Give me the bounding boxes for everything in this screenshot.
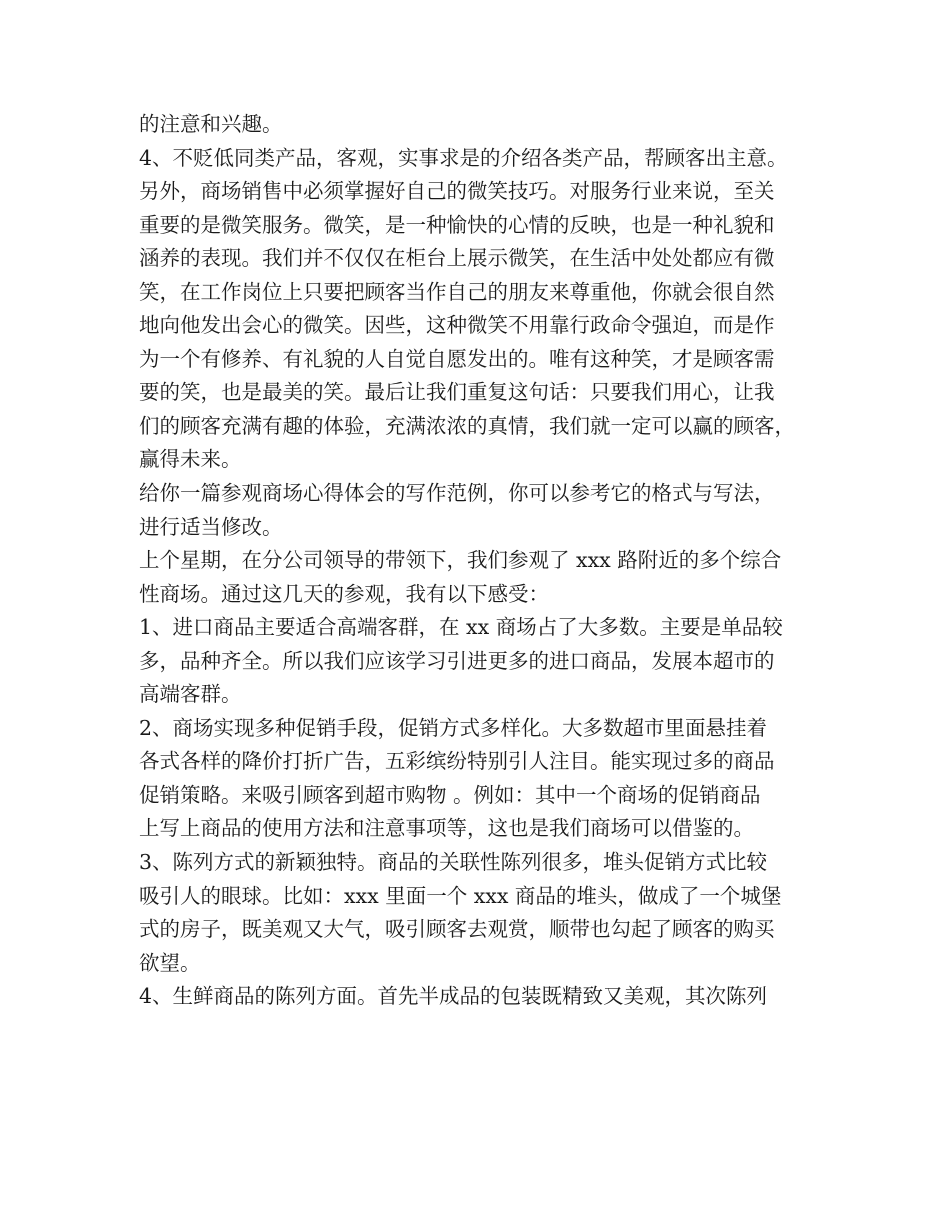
text-line: 为一个有修养、有礼貌的人自觉自愿发出的。唯有这种笑，才是顾客需 xyxy=(139,346,775,371)
text-line: 重要的是微笑服务。微笑，是一种愉快的心情的反映，也是一种礼貌和 xyxy=(139,212,775,237)
text-line: 上个星期，在分公司领导的带领下，我们参观了 xxx 路附近的多个综合 xyxy=(139,548,782,573)
text-line: 欲望。 xyxy=(139,950,201,975)
text-line: 式的房子，既美观又大气，吸引顾客去观赏，顺带也勾起了顾客的购买 xyxy=(139,917,775,942)
text-line: 促销策略。来吸引顾客到超市购物 。例如：其中一个商场的促销商品 xyxy=(139,782,761,807)
text-line: 高端客群。 xyxy=(139,682,242,707)
body-text xyxy=(139,108,829,1014)
text-line: 2、商场实现多种促销手段，促销方式多样化。大多数超市里面悬挂着 xyxy=(139,715,768,740)
text-line: 涵养的表现。我们并不仅仅在柜台上展示微笑，在生活中处处都应有微 xyxy=(139,246,775,271)
text-line: 赢得未来。 xyxy=(139,447,242,472)
text-line: 上写上商品的使用方法和注意事项等，这也是我们商场可以借鉴的。 xyxy=(139,816,754,841)
text-line: 吸引人的眼球。比如：xxx 里面一个 xxx 商品的堆头，做成了一个城堡 xyxy=(139,883,782,908)
text-line: 们的顾客充满有趣的体验，充满浓浓的真情，我们就一定可以赢的顾客， xyxy=(139,413,795,438)
text-line: 各式各样的降价打折广告，五彩缤纷特别引人注目。能实现过多的商品 xyxy=(139,749,775,774)
text-line: 4、不贬低同类产品，客观，实事求是的介绍各类产品，帮顾客出主意。 xyxy=(139,145,788,170)
text-line: 进行适当修改。 xyxy=(139,514,283,539)
text-line: 3、陈列方式的新颖独特。商品的关联性陈列很多，堆头促销方式比较 xyxy=(139,850,768,875)
text-line: 另外，商场销售中必须掌握好自己的微笑技巧。对服务行业来说，至关 xyxy=(139,179,775,204)
text-line: 4、生鲜商品的陈列方面。首先半成品的包装既精致又美观，其次陈列 xyxy=(139,984,768,1009)
text-line: 地向他发出会心的微笑。因些，这种微笑不用靠行政命令强迫，而是作 xyxy=(139,313,775,338)
text-line: 的注意和兴趣。 xyxy=(139,112,283,136)
text-line: 要的笑，也是最美的笑。最后让我们重复这句话：只要我们用心，让我 xyxy=(139,380,775,405)
text-line: 笑，在工作岗位上只要把顾客当作自己的朋友来尊重他，你就会很自然 xyxy=(139,279,775,304)
text-line: 给你一篇参观商场心得体会的写作范例，你可以参考它的格式与写法， xyxy=(139,481,775,506)
text-line: 1、进口商品主要适合高端客群，在 xx 商场占了大多数。主要是单品较 xyxy=(139,615,783,640)
text-line: 性商场。通过这几天的参观，我有以下感受： xyxy=(139,581,549,606)
text-line: 多，品种齐全。所以我们应该学习引进更多的进口商品，发展本超市的 xyxy=(139,648,775,673)
